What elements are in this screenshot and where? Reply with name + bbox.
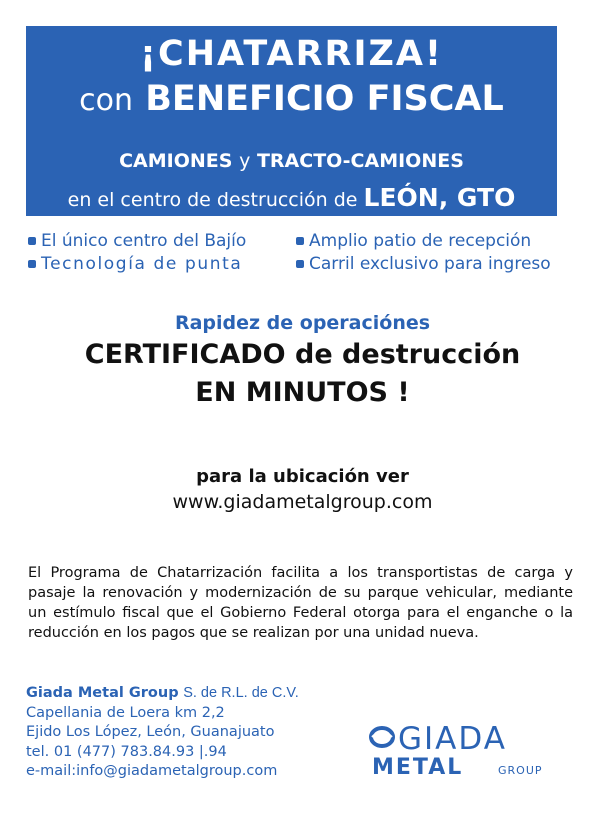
bullet-text: El único centro del Bajío — [41, 231, 247, 251]
program-paragraph: El Programa de Chatarrización facilita a los transportistas de carga y pasaje la renovación y modernización de su parque vehicular, mediante un estímulo fiscal que el Gobierno Federal otorga para el enganche o la reducción en los pagos que se realizan por una unidad nueva. — [28, 565, 573, 641]
banner-vehicles-b: TRACTO-CAMIONES — [256, 150, 464, 172]
company-line — [26, 684, 299, 704]
banner-title: ¡CHATARRIZA! — [140, 34, 443, 74]
email-line[interactable]: e-mail:info@giadametalgroup.com — [26, 763, 278, 779]
bullet-icon — [28, 260, 36, 268]
bullet-text: Carril exclusivo para ingreso — [309, 254, 551, 274]
company-name: Giada Metal Group — [26, 685, 179, 701]
banner-subtitle-prefix: con — [79, 83, 134, 118]
bullet-text: Tecnología de punta — [41, 254, 243, 274]
giada-logo-graphic — [368, 720, 568, 780]
rapidez-heading: Rapidez de operaciónes — [174, 312, 431, 334]
address-line-1: Capellania de Loera km 2,2 — [26, 704, 225, 721]
banner-location-prefix: en el centro de destrucción de — [67, 189, 358, 211]
logo-word-group: GROUP — [498, 764, 543, 777]
company-suffix: S. de R.L. de C.V. — [183, 685, 299, 701]
bullet-item — [28, 231, 246, 251]
certificado-heading: CERTIFICADO de destrucción — [84, 339, 521, 370]
banner-vehicles-a: CAMIONES — [119, 150, 233, 172]
bullet-text: Amplio patio de recepción — [309, 231, 532, 251]
address-line-2: Ejido Los López, León, Guanajuato — [26, 724, 275, 740]
website-link[interactable]: www.giadametalgroup.com — [172, 491, 433, 513]
ubicacion-label: para la ubicación ver — [196, 466, 409, 487]
banner-vehicles — [26, 150, 557, 172]
header-banner — [26, 26, 557, 216]
certificado-subheading: EN MINUTOS ! — [195, 377, 410, 408]
banner-vehicles-y: y — [239, 150, 251, 172]
giada-logo — [368, 720, 568, 780]
banner-location — [26, 183, 557, 212]
bullet-item — [296, 254, 551, 274]
phone-line: tel. 01 (477) 783.84.93 |.94 — [26, 743, 227, 760]
bullet-icon — [296, 237, 304, 245]
bullet-icon — [28, 237, 36, 245]
banner-location-city: LEÓN, GTO — [363, 183, 516, 212]
banner-subtitle-main: BENEFICIO FISCAL — [145, 79, 504, 119]
contact-block — [26, 684, 299, 782]
logo-emblem-icon — [371, 728, 393, 746]
bullet-item — [296, 231, 531, 251]
logo-word-giada: GIADA — [398, 721, 507, 757]
bullet-item — [28, 254, 242, 274]
logo-word-metal: METAL — [372, 755, 464, 780]
bullet-icon — [296, 260, 304, 268]
banner-subtitle — [26, 79, 557, 119]
